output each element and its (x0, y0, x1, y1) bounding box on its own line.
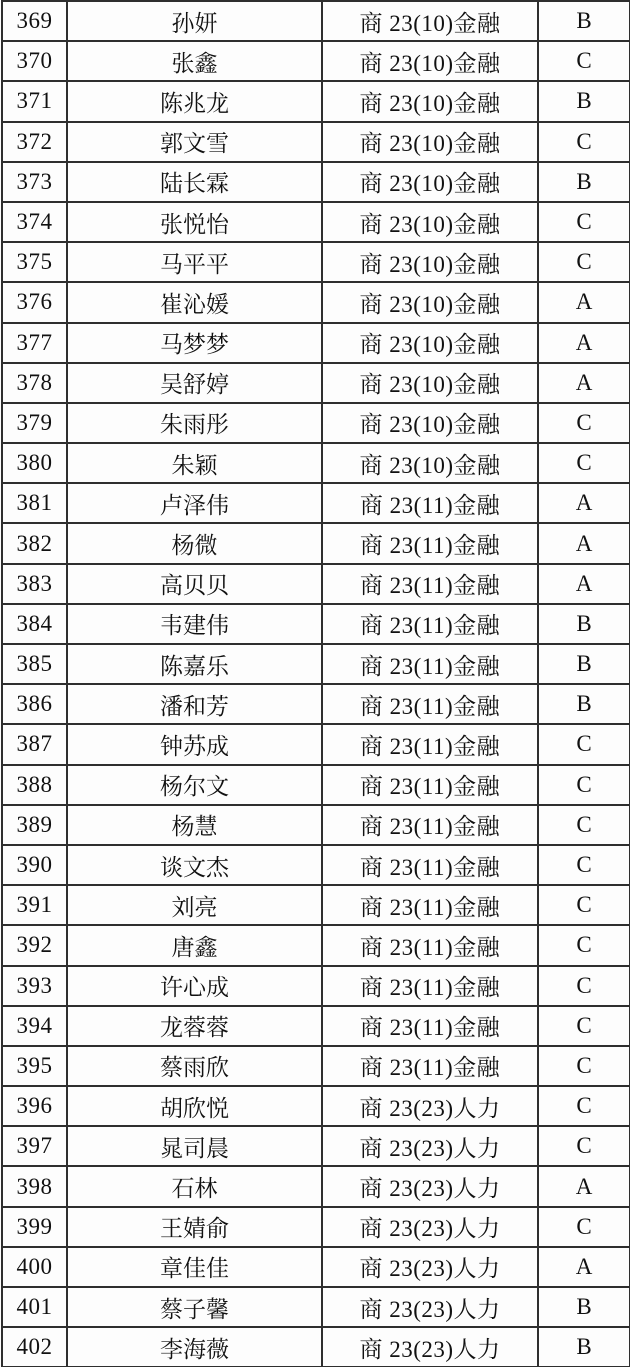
student-name-cell: 卢泽伟 (67, 483, 322, 523)
grade-cell: C (538, 242, 630, 282)
student-name-cell: 唐鑫 (67, 925, 322, 965)
student-name-cell: 高贝贝 (67, 564, 322, 604)
grade-cell: C (538, 1207, 630, 1247)
table-row (2, 323, 630, 363)
grade-cell: C (538, 724, 630, 764)
row-number-cell: 387 (2, 724, 67, 764)
table-row (2, 684, 630, 724)
student-name-cell: 陈嘉乐 (67, 644, 322, 684)
student-name-cell: 晁司晨 (67, 1126, 322, 1166)
table-row (2, 966, 630, 1006)
class-name-cell: 商 23(11)金融 (322, 765, 538, 805)
class-name-cell: 商 23(11)金融 (322, 644, 538, 684)
table-row (2, 885, 630, 925)
student-name-cell: 杨尔文 (67, 765, 322, 805)
table-row (2, 805, 630, 845)
class-name-cell: 商 23(23)人力 (322, 1207, 538, 1247)
grade-cell: A (538, 323, 630, 363)
class-name-cell: 商 23(10)金融 (322, 162, 538, 202)
row-number-cell: 396 (2, 1086, 67, 1126)
row-number-cell: 376 (2, 282, 67, 322)
row-number-cell: 371 (2, 81, 67, 121)
class-name-cell: 商 23(23)人力 (322, 1327, 538, 1367)
class-name-cell: 商 23(11)金融 (322, 1006, 538, 1046)
row-number-cell: 382 (2, 523, 67, 563)
grade-cell: A (538, 564, 630, 604)
grade-cell: C (538, 885, 630, 925)
class-name-cell: 商 23(11)金融 (322, 523, 538, 563)
student-name-cell: 韦建伟 (67, 604, 322, 644)
grade-cell: C (538, 966, 630, 1006)
table-row (2, 242, 630, 282)
table-row (2, 202, 630, 242)
student-name-cell: 钟苏成 (67, 724, 322, 764)
student-name-cell: 李海薇 (67, 1327, 322, 1367)
row-number-cell: 401 (2, 1287, 67, 1327)
row-number-cell: 385 (2, 644, 67, 684)
table-row (2, 1247, 630, 1287)
grade-cell: C (538, 1006, 630, 1046)
table-row (2, 724, 630, 764)
class-name-cell: 商 23(23)人力 (322, 1086, 538, 1126)
table-row (2, 483, 630, 523)
table-row (2, 1166, 630, 1206)
student-name-cell: 蔡雨欣 (67, 1046, 322, 1086)
grade-cell: A (538, 282, 630, 322)
row-number-cell: 394 (2, 1006, 67, 1046)
grade-cell: C (538, 122, 630, 162)
grade-cell: C (538, 443, 630, 483)
row-number-cell: 389 (2, 805, 67, 845)
grade-cell: B (538, 604, 630, 644)
table-row (2, 403, 630, 443)
table-row (2, 604, 630, 644)
class-name-cell: 商 23(10)金融 (322, 242, 538, 282)
class-name-cell: 商 23(10)金融 (322, 282, 538, 322)
class-name-cell: 商 23(10)金融 (322, 443, 538, 483)
grade-cell: A (538, 1247, 630, 1287)
student-name-cell: 石林 (67, 1166, 322, 1206)
row-number-cell: 402 (2, 1327, 67, 1367)
class-name-cell: 商 23(11)金融 (322, 564, 538, 604)
row-number-cell: 399 (2, 1207, 67, 1247)
class-name-cell: 商 23(11)金融 (322, 483, 538, 523)
student-name-cell: 郭文雪 (67, 122, 322, 162)
student-name-cell: 张悦怡 (67, 202, 322, 242)
student-name-cell: 陈兆龙 (67, 81, 322, 121)
student-name-cell: 朱颖 (67, 443, 322, 483)
row-number-cell: 398 (2, 1166, 67, 1206)
table-row (2, 162, 630, 202)
row-number-cell: 388 (2, 765, 67, 805)
row-number-cell: 374 (2, 202, 67, 242)
student-name-cell: 崔沁媛 (67, 282, 322, 322)
grade-cell: C (538, 41, 630, 81)
class-name-cell: 商 23(11)金融 (322, 966, 538, 1006)
class-name-cell: 商 23(23)人力 (322, 1126, 538, 1166)
grade-table (1, 0, 630, 1367)
student-name-cell: 蔡子馨 (67, 1287, 322, 1327)
class-name-cell: 商 23(11)金融 (322, 604, 538, 644)
table-row (2, 1287, 630, 1327)
table-row (2, 122, 630, 162)
row-number-cell: 372 (2, 122, 67, 162)
student-name-cell: 马平平 (67, 242, 322, 282)
grade-cell: C (538, 925, 630, 965)
row-number-cell: 380 (2, 443, 67, 483)
student-name-cell: 马梦梦 (67, 323, 322, 363)
class-name-cell: 商 23(11)金融 (322, 925, 538, 965)
row-number-cell: 390 (2, 845, 67, 885)
grade-cell: C (538, 403, 630, 443)
table-row (2, 282, 630, 322)
student-name-cell: 陆长霖 (67, 162, 322, 202)
row-number-cell: 391 (2, 885, 67, 925)
class-name-cell: 商 23(11)金融 (322, 845, 538, 885)
row-number-cell: 377 (2, 323, 67, 363)
table-row (2, 644, 630, 684)
grade-cell: B (538, 81, 630, 121)
row-number-cell: 386 (2, 684, 67, 724)
table-row (2, 41, 630, 81)
class-name-cell: 商 23(10)金融 (322, 122, 538, 162)
grade-cell: A (538, 523, 630, 563)
student-name-cell: 胡欣悦 (67, 1086, 322, 1126)
class-name-cell: 商 23(23)人力 (322, 1166, 538, 1206)
row-number-cell: 400 (2, 1247, 67, 1287)
table-row (2, 765, 630, 805)
row-number-cell: 381 (2, 483, 67, 523)
grade-cell: B (538, 1327, 630, 1367)
student-name-cell: 王婧俞 (67, 1207, 322, 1247)
student-name-cell: 朱雨彤 (67, 403, 322, 443)
table-row (2, 1, 630, 41)
class-name-cell: 商 23(10)金融 (322, 41, 538, 81)
row-number-cell: 395 (2, 1046, 67, 1086)
class-name-cell: 商 23(10)金融 (322, 363, 538, 403)
row-number-cell: 392 (2, 925, 67, 965)
table-row (2, 1086, 630, 1126)
grade-cell: A (538, 483, 630, 523)
student-name-cell: 杨微 (67, 523, 322, 563)
grade-cell: C (538, 1046, 630, 1086)
table-row (2, 1006, 630, 1046)
class-name-cell: 商 23(11)金融 (322, 724, 538, 764)
row-number-cell: 369 (2, 1, 67, 41)
table-row (2, 845, 630, 885)
grade-cell: B (538, 1287, 630, 1327)
student-name-cell: 潘和芳 (67, 684, 322, 724)
grade-cell: B (538, 162, 630, 202)
grade-cell: B (538, 644, 630, 684)
class-name-cell: 商 23(23)人力 (322, 1247, 538, 1287)
table-row (2, 1207, 630, 1247)
class-name-cell: 商 23(11)金融 (322, 1046, 538, 1086)
row-number-cell: 383 (2, 564, 67, 604)
grade-cell: C (538, 1086, 630, 1126)
row-number-cell: 379 (2, 403, 67, 443)
grade-table-body (2, 1, 630, 1367)
class-name-cell: 商 23(23)人力 (322, 1287, 538, 1327)
grade-cell: C (538, 845, 630, 885)
grade-cell: B (538, 684, 630, 724)
grade-cell: C (538, 202, 630, 242)
student-name-cell: 吴舒婷 (67, 363, 322, 403)
table-row (2, 363, 630, 403)
student-name-cell: 章佳佳 (67, 1247, 322, 1287)
row-number-cell: 378 (2, 363, 67, 403)
student-name-cell: 张鑫 (67, 41, 322, 81)
table-row (2, 925, 630, 965)
student-name-cell: 杨慧 (67, 805, 322, 845)
class-name-cell: 商 23(11)金融 (322, 805, 538, 845)
table-row (2, 1046, 630, 1086)
table-row (2, 1327, 630, 1367)
student-name-cell: 谈文杰 (67, 845, 322, 885)
row-number-cell: 393 (2, 966, 67, 1006)
student-name-cell: 龙蓉蓉 (67, 1006, 322, 1046)
row-number-cell: 375 (2, 242, 67, 282)
table-row (2, 81, 630, 121)
table-row (2, 564, 630, 604)
grade-cell: C (538, 1126, 630, 1166)
class-name-cell: 商 23(11)金融 (322, 885, 538, 925)
table-row (2, 1126, 630, 1166)
student-name-cell: 孙妍 (67, 1, 322, 41)
student-name-cell: 刘亮 (67, 885, 322, 925)
class-name-cell: 商 23(10)金融 (322, 202, 538, 242)
grade-cell: C (538, 765, 630, 805)
student-name-cell: 许心成 (67, 966, 322, 1006)
table-row (2, 443, 630, 483)
class-name-cell: 商 23(10)金融 (322, 323, 538, 363)
grade-cell: A (538, 1166, 630, 1206)
row-number-cell: 397 (2, 1126, 67, 1166)
row-number-cell: 370 (2, 41, 67, 81)
class-name-cell: 商 23(10)金融 (322, 1, 538, 41)
grade-cell: A (538, 363, 630, 403)
grade-cell: C (538, 805, 630, 845)
class-name-cell: 商 23(10)金融 (322, 403, 538, 443)
row-number-cell: 384 (2, 604, 67, 644)
table-row (2, 523, 630, 563)
class-name-cell: 商 23(10)金融 (322, 81, 538, 121)
grade-cell: B (538, 1, 630, 41)
row-number-cell: 373 (2, 162, 67, 202)
class-name-cell: 商 23(11)金融 (322, 684, 538, 724)
